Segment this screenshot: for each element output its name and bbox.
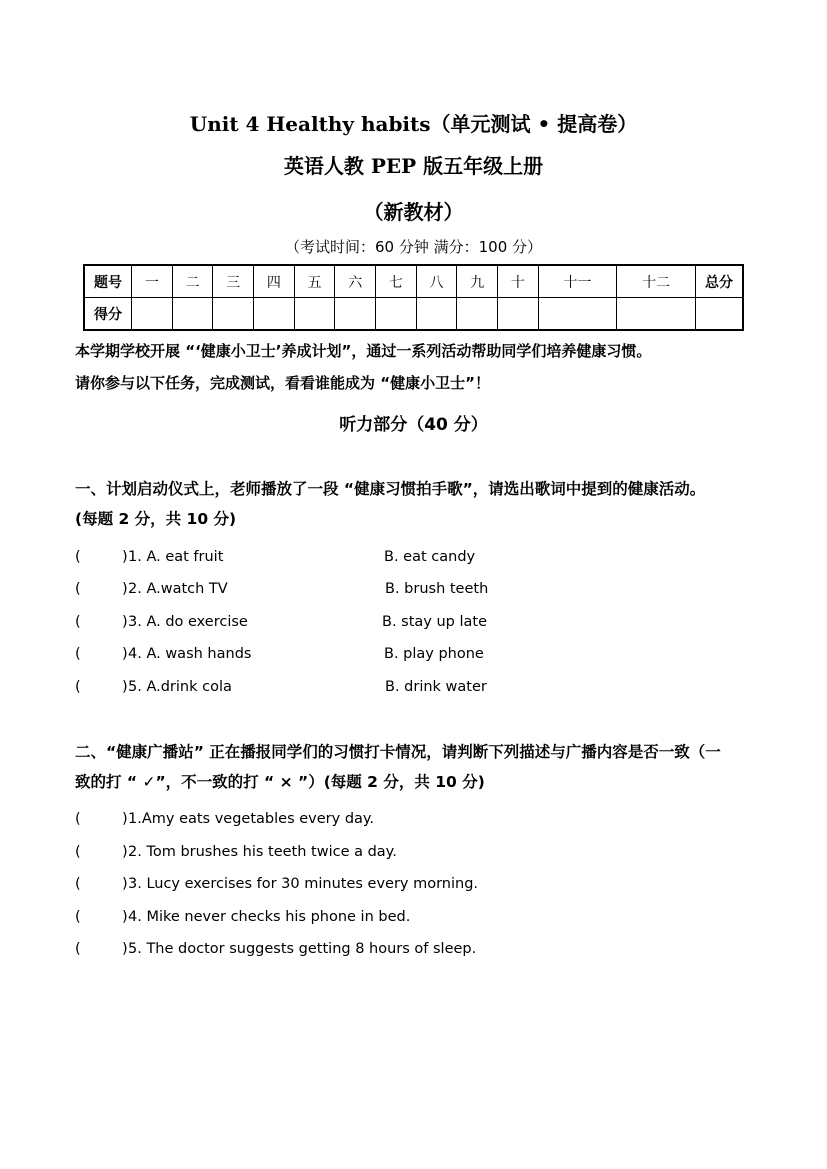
- option-a: 1. A. eat fruit: [128, 549, 224, 565]
- answer-paren-open[interactable]: (: [75, 811, 81, 827]
- title-unit: Unit 4 Healthy habits（单元测试 • 提高卷）: [189, 112, 638, 136]
- part1-question: [75, 581, 775, 605]
- score-column-header: 十: [498, 265, 539, 298]
- listening-section-title: 听力部分（40 分）: [339, 415, 488, 435]
- answer-paren-close: ): [122, 844, 128, 860]
- option-a: 4. A. wash hands: [128, 646, 252, 662]
- exam-info: （考试时间：60 分钟 满分：100 分）: [284, 238, 543, 256]
- score-column-header: 一: [132, 265, 173, 298]
- part2-title-line2: 致的打 “ ✓”，不一致的打 “ × ”）(每题 2 分，共 10 分): [75, 773, 485, 791]
- answer-paren-close: ): [122, 614, 128, 630]
- score-cell[interactable]: [416, 298, 457, 331]
- score-column-header: 三: [213, 265, 254, 298]
- answer-paren-close: ): [122, 909, 128, 925]
- answer-paren-open[interactable]: (: [75, 909, 81, 925]
- part1-title-line1: 一、计划启动仪式上，老师播放了一段 “健康习惯拍手歌”，请选出歌词中提到的健康活动。: [75, 480, 706, 498]
- score-cell[interactable]: [294, 298, 335, 331]
- answer-paren-open[interactable]: (: [75, 581, 81, 597]
- statement: 3. Lucy exercises for 30 minutes every morning.: [128, 876, 479, 892]
- score-cell[interactable]: [254, 298, 295, 331]
- part2-question: [75, 909, 775, 933]
- title-edition: （新教材）: [363, 200, 464, 224]
- part1-question: [75, 549, 775, 573]
- part2-question: [75, 811, 775, 835]
- answer-paren-open[interactable]: (: [75, 679, 81, 695]
- option-b: B. brush teeth: [385, 581, 489, 597]
- score-column-header: 九: [457, 265, 498, 298]
- score-cell[interactable]: [617, 298, 696, 331]
- answer-paren-open[interactable]: (: [75, 614, 81, 630]
- score-column-header: 二: [172, 265, 213, 298]
- score-column-header: 总分: [696, 265, 744, 298]
- answer-paren-close: ): [122, 679, 128, 695]
- score-cell[interactable]: [213, 298, 254, 331]
- score-table-score-row: [84, 298, 743, 331]
- score-cell[interactable]: [696, 298, 744, 331]
- score-table-header-row: [84, 265, 743, 298]
- score-column-header: 十一: [538, 265, 617, 298]
- answer-paren-close: ): [122, 646, 128, 662]
- score-cell[interactable]: [172, 298, 213, 331]
- statement: 5. The doctor suggests getting 8 hours of sleep.: [128, 941, 477, 957]
- answer-paren-close: ): [122, 941, 128, 957]
- option-a: 5. A.drink cola: [128, 679, 232, 695]
- answer-paren-open[interactable]: (: [75, 876, 81, 892]
- score-cell[interactable]: [376, 298, 417, 331]
- score-cell[interactable]: [498, 298, 539, 331]
- part2-question: [75, 941, 775, 965]
- part1-question: [75, 646, 775, 670]
- intro-line-2: 请你参与以下任务，完成测试，看看谁能成为 “健康小卫士”！: [75, 374, 490, 392]
- score-table: [83, 264, 744, 331]
- score-cell[interactable]: [538, 298, 617, 331]
- score-column-header: 八: [416, 265, 457, 298]
- statement: 2. Tom brushes his teeth twice a day.: [128, 844, 397, 860]
- option-b: B. drink water: [385, 679, 487, 695]
- score-column-header: 六: [335, 265, 376, 298]
- score-row-label: 得分: [84, 298, 132, 331]
- answer-paren-open[interactable]: (: [75, 549, 81, 565]
- answer-paren-open[interactable]: (: [75, 646, 81, 662]
- score-column-header: 四: [254, 265, 295, 298]
- statement: 1.Amy eats vegetables every day.: [128, 811, 375, 827]
- part1-question: [75, 614, 775, 638]
- score-cell[interactable]: [132, 298, 173, 331]
- answer-paren-open[interactable]: (: [75, 844, 81, 860]
- answer-paren-close: ): [122, 811, 128, 827]
- option-a: 3. A. do exercise: [128, 614, 248, 630]
- score-cell[interactable]: [457, 298, 498, 331]
- score-column-header: 十二: [617, 265, 696, 298]
- answer-paren-open[interactable]: (: [75, 941, 81, 957]
- part2-title-line1: 二、“健康广播站” 正在播报同学们的习惯打卡情况，请判断下列描述与广播内容是否一致（一: [75, 743, 721, 761]
- part1-title-line2: (每题 2 分，共 10 分): [75, 510, 237, 528]
- score-column-header: 五: [294, 265, 335, 298]
- intro-line-1: 本学期学校开展 “‘健康小卫士’养成计划”，通过一系列活动帮助同学们培养健康习惯。: [75, 342, 652, 360]
- option-a: 2. A.watch TV: [128, 581, 228, 597]
- option-b: B. play phone: [384, 646, 484, 662]
- title-textbook: 英语人教 PEP 版五年级上册: [283, 154, 544, 178]
- part2-question: [75, 844, 775, 868]
- answer-paren-close: ): [122, 581, 128, 597]
- option-b: B. eat candy: [384, 549, 476, 565]
- score-column-header: 七: [376, 265, 417, 298]
- option-b: B. stay up late: [382, 614, 488, 630]
- score-row-label: 题号: [84, 265, 132, 298]
- part2-question: [75, 876, 775, 900]
- answer-paren-close: ): [122, 876, 128, 892]
- answer-paren-close: ): [122, 549, 128, 565]
- statement: 4. Mike never checks his phone in bed.: [128, 909, 411, 925]
- part1-question: [75, 679, 775, 703]
- score-cell[interactable]: [335, 298, 376, 331]
